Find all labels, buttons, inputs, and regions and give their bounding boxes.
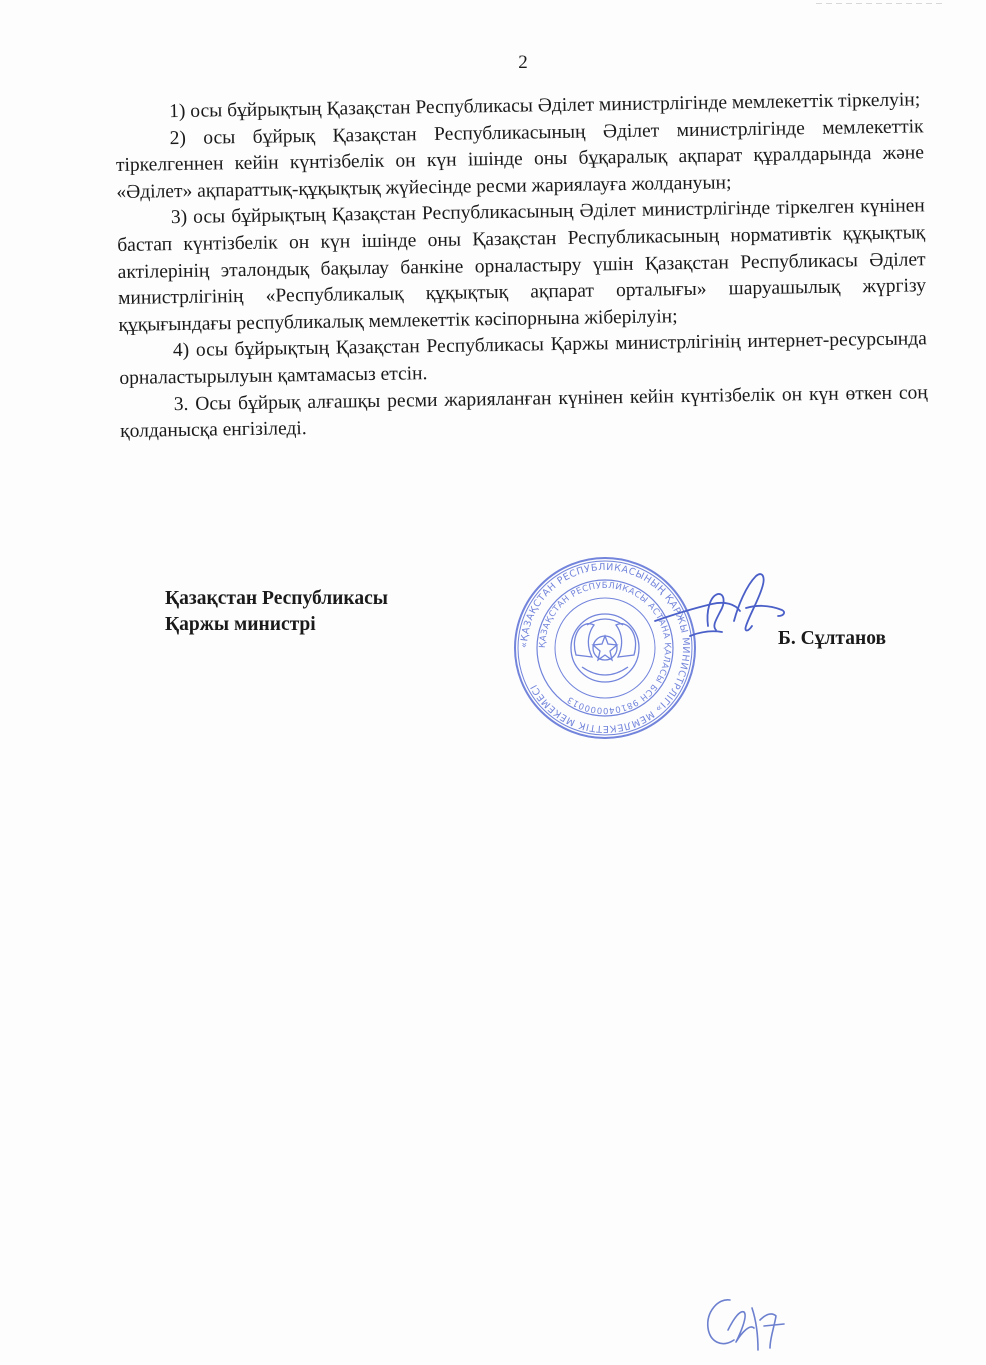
- initials-mark: [700, 1290, 790, 1355]
- stamp-outer-text: «ҚАЗАҚСТАН РЕСПУБЛИКАСЫНЫҢ ҚАРЖЫ МИНИСТРЛІГІ» МЕМЛЕКЕТТІК МЕКЕМЕСІ: [518, 561, 692, 735]
- paragraph-1: 1) осы бұйрықтың Қазақстан Республикасы Әділет министрлігінде мемлекеттік тіркелуін;: [169, 89, 921, 123]
- paragraph-5: 3. Осы бұйрық алғашқы ресми жарияланған күнінен кейін күнтізбелік он күн өткен соң қолданысқа енгізіледі.: [120, 381, 928, 443]
- signatory-position: [165, 586, 388, 638]
- position-line-2: Қаржы министрі: [165, 614, 316, 635]
- signatory-name: Б. Сұлтанов: [778, 628, 887, 649]
- page-number: 2: [518, 52, 528, 73]
- paragraph-3: 3) осы бұйрықтың Қазақстан Республикасының Әділет министрлігінде тіркелген күнінен бастап күнтізбелік он күн ішінде оны Қазақстан Республикасының нормативтік құқықтық актілерінің эталондық бақылау банкіне орналастыру үшін Қазақстан Республикасы Әділет министрлігінің «Республикалық құқықтық ақпарат орталығы» шаруашылық жүргізу құқығындағы республикалық мемлекеттік кәсіпорнына жіберілуін;: [117, 195, 927, 336]
- emblem-icon: [571, 614, 639, 682]
- stamp-inner-text: ҚАЗАҚСТАН РЕСПУБЛИКАСЫ АСТАНА ҚАЛАСЫ БСН 981040000013: [537, 580, 673, 716]
- paragraph-2: 2) осы бұйрық Қазақстан Республикасының Әділет министрлігінде мемлекеттік тіркелгеннен кейін күнтізбелік он күн ішінде оны бұқаралық ақпарат құралдарында және «Әділет» ақпараттық-құқықтық жүйесінде ресми жариялауға жолдануын;: [115, 115, 925, 203]
- paragraph-4: 4) осы бұйрықтың Қазақстан Республикасы Қаржы министрлігінің интернет-ресурсында орналастырылуын қамтамасыз етсін.: [119, 328, 928, 389]
- handwritten-signature: [650, 566, 790, 646]
- document-body: [115, 87, 928, 445]
- position-line-1: Қазақстан Республикасы: [165, 588, 388, 609]
- scan-artifact: [816, 2, 946, 5]
